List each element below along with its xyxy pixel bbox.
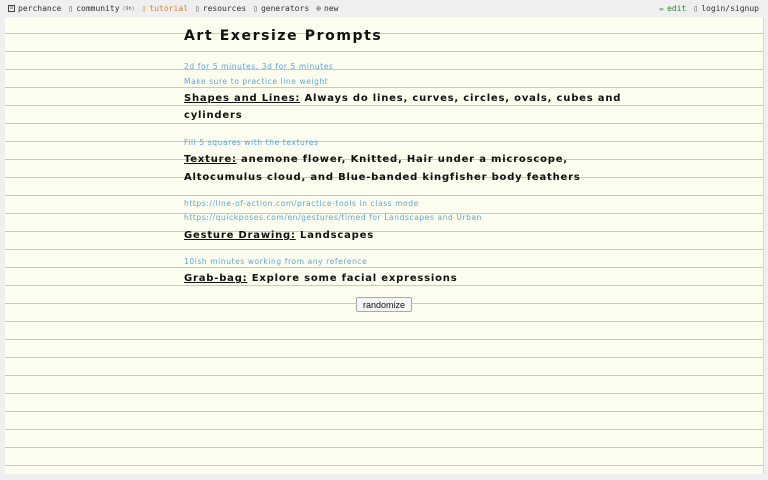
user-icon: ▯	[693, 3, 699, 13]
nav-generators[interactable]	[253, 4, 309, 13]
prompt-text: Landscapes	[295, 230, 374, 241]
community-count: (9h)	[122, 5, 135, 12]
prompt-text: anemone flower, Knitted, Hair under a microscope,	[236, 154, 568, 165]
prompt-text: Altocumulus cloud, and Blue-banded kingfisher body feathers	[184, 172, 581, 183]
resources-icon: ▯	[194, 3, 200, 13]
prompt-label: Grab-bag:	[184, 273, 248, 284]
page-title: Art Exersize Prompts	[184, 28, 383, 44]
pencil-icon: ✏	[659, 3, 665, 13]
prompt-grab-bag	[184, 270, 457, 288]
note-link[interactable]: https://line-of-action.com/practice-tools in class mode	[184, 199, 419, 208]
prompt-label: Gesture Drawing:	[184, 230, 296, 241]
nav-resources-label: resources	[202, 4, 247, 13]
prompt-text: cylinders	[184, 110, 243, 121]
community-icon: ▯	[68, 3, 74, 13]
nav-community[interactable]	[68, 4, 134, 13]
nav-left	[8, 4, 338, 13]
nav-community-label: community	[76, 4, 120, 13]
nav-perchance[interactable]	[8, 4, 61, 13]
nav-login[interactable]	[693, 4, 759, 13]
perchance-logo-icon: ⚄	[9, 5, 13, 11]
note-line: 2d for 5 minutes, 3d for 5 minutes	[184, 62, 334, 71]
prompt-text: Explore some facial expressions	[247, 273, 458, 284]
note-link[interactable]: https://quickposes.com/en/gestures/timed for Landscapes and Urban	[184, 213, 483, 222]
nav-login-label: login/signup	[701, 4, 759, 13]
nav-tutorial[interactable]	[142, 4, 188, 13]
note-line: 10ish minutes working from any reference	[184, 257, 368, 266]
nav-edit-label: edit	[667, 4, 687, 13]
note-line: Fill 5 squares with the textures	[184, 138, 319, 147]
prompt-text: Always do lines, curves, circles, ovals, cubes and	[300, 93, 622, 104]
prompt-shapes-and-lines-cont	[184, 107, 242, 125]
nav-generators-label: generators	[260, 4, 310, 13]
prompt-texture-cont	[184, 169, 581, 187]
tutorial-icon: ▯	[141, 3, 147, 13]
nav-new-label: new	[323, 4, 339, 13]
prompt-label: Texture:	[184, 154, 237, 165]
top-nav	[0, 0, 768, 17]
generators-icon: ▯	[253, 3, 258, 13]
nav-right	[659, 4, 759, 13]
nav-perchance-label: perchance	[18, 4, 62, 13]
nav-tutorial-label: tutorial	[149, 4, 188, 13]
lined-paper-background	[5, 17, 764, 474]
randomize-button[interactable]: randomize	[356, 297, 412, 312]
prompt-label: Shapes and Lines:	[184, 93, 301, 104]
nav-resources[interactable]	[195, 4, 246, 13]
plus-circle-icon: ⊕	[316, 3, 321, 13]
nav-edit[interactable]	[659, 4, 686, 13]
prompt-shapes-and-lines	[184, 90, 621, 108]
prompt-texture	[184, 151, 568, 169]
prompt-gesture-drawing	[184, 227, 374, 245]
nav-new[interactable]	[316, 4, 338, 13]
note-line: Make sure to practice line weight	[184, 77, 329, 86]
